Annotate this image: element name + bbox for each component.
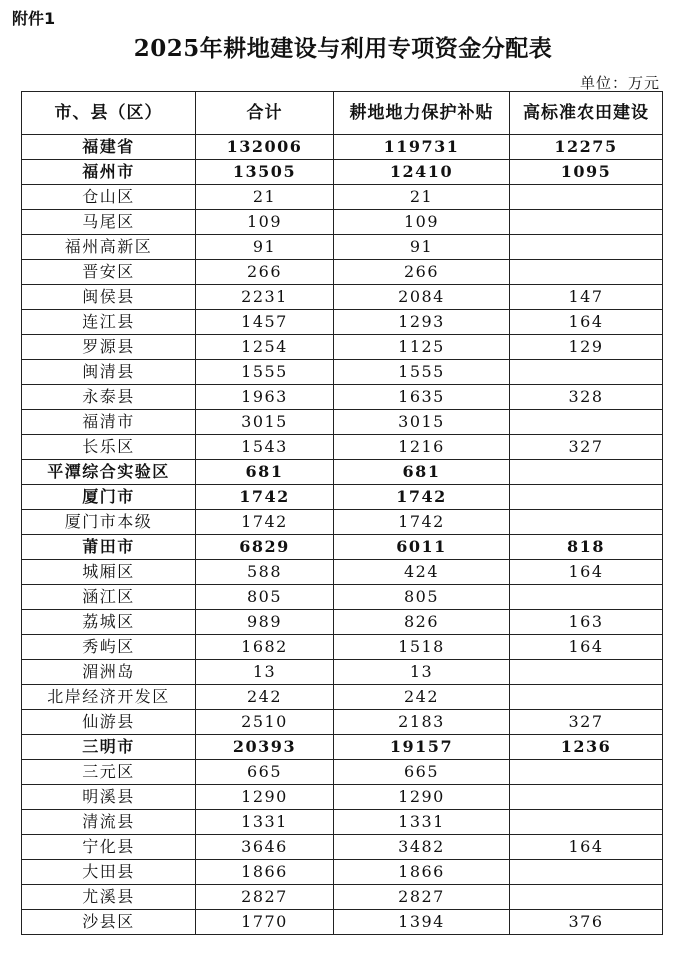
subsidy-cell: 1742 (334, 485, 510, 510)
farmland-cell: 1095 (510, 160, 663, 185)
subsidy-cell: 1555 (334, 360, 510, 385)
farmland-cell (510, 810, 663, 835)
table-row (22, 310, 663, 335)
region-cell: 福清市 (22, 410, 196, 435)
subsidy-cell: 1742 (334, 510, 510, 535)
unit-label: 单位：万元 (579, 74, 660, 92)
table-row (22, 285, 663, 310)
farmland-cell (510, 485, 663, 510)
region-cell: 永泰县 (22, 385, 196, 410)
total-cell: 1742 (196, 510, 334, 535)
farmland-cell (510, 235, 663, 260)
table-row (22, 360, 663, 385)
table-row (22, 260, 663, 285)
region-cell: 城厢区 (22, 560, 196, 585)
region-cell: 明溪县 (22, 785, 196, 810)
table-row (22, 135, 663, 160)
farmland-cell: 147 (510, 285, 663, 310)
table-row (22, 560, 663, 585)
table-row (22, 610, 663, 635)
subsidy-cell: 109 (334, 210, 510, 235)
region-cell: 尤溪县 (22, 885, 196, 910)
header-row (22, 92, 663, 135)
farmland-cell (510, 460, 663, 485)
region-cell: 荔城区 (22, 610, 196, 635)
table-row (22, 860, 663, 885)
subsidy-cell: 1866 (334, 860, 510, 885)
subsidy-cell: 3015 (334, 410, 510, 435)
region-cell: 三明市 (22, 735, 196, 760)
region-cell: 晋安区 (22, 260, 196, 285)
region-cell: 涵江区 (22, 585, 196, 610)
table-row (22, 685, 663, 710)
subsidy-cell: 2827 (334, 885, 510, 910)
subsidy-cell: 266 (334, 260, 510, 285)
region-cell: 厦门市本级 (22, 510, 196, 535)
farmland-cell (510, 760, 663, 785)
farmland-cell: 376 (510, 910, 663, 935)
total-cell: 665 (196, 760, 334, 785)
total-cell: 3015 (196, 410, 334, 435)
farmland-cell: 12275 (510, 135, 663, 160)
table-body (22, 135, 663, 935)
header-subsidy: 耕地地力保护补贴 (334, 92, 510, 135)
subsidy-cell: 424 (334, 560, 510, 585)
farmland-cell: 163 (510, 610, 663, 635)
allocation-table (21, 91, 663, 935)
table-row (22, 810, 663, 835)
table-row (22, 635, 663, 660)
total-cell: 1555 (196, 360, 334, 385)
region-cell: 大田县 (22, 860, 196, 885)
total-cell: 1543 (196, 435, 334, 460)
total-cell: 20393 (196, 735, 334, 760)
table-header (22, 92, 663, 135)
subsidy-cell: 681 (334, 460, 510, 485)
region-cell: 北岸经济开发区 (22, 685, 196, 710)
region-cell: 清流县 (22, 810, 196, 835)
total-cell: 21 (196, 185, 334, 210)
table-row (22, 485, 663, 510)
total-cell: 109 (196, 210, 334, 235)
farmland-cell (510, 260, 663, 285)
table-row (22, 710, 663, 735)
subsidy-cell: 1216 (334, 435, 510, 460)
table-row (22, 210, 663, 235)
total-cell: 1866 (196, 860, 334, 885)
farmland-cell (510, 510, 663, 535)
total-cell: 132006 (196, 135, 334, 160)
subsidy-cell: 1290 (334, 785, 510, 810)
table-row (22, 760, 663, 785)
total-cell: 91 (196, 235, 334, 260)
total-cell: 1742 (196, 485, 334, 510)
region-cell: 厦门市 (22, 485, 196, 510)
subsidy-cell: 3482 (334, 835, 510, 860)
total-cell: 2510 (196, 710, 334, 735)
subsidy-cell: 91 (334, 235, 510, 260)
farmland-cell: 164 (510, 560, 663, 585)
farmland-cell (510, 660, 663, 685)
table-row (22, 735, 663, 760)
farmland-cell (510, 885, 663, 910)
total-cell: 1457 (196, 310, 334, 335)
region-cell: 福建省 (22, 135, 196, 160)
region-cell: 福州高新区 (22, 235, 196, 260)
subsidy-cell: 2084 (334, 285, 510, 310)
farmland-cell: 328 (510, 385, 663, 410)
region-cell: 三元区 (22, 760, 196, 785)
farmland-cell (510, 360, 663, 385)
table-row (22, 585, 663, 610)
subsidy-cell: 2183 (334, 710, 510, 735)
subsidy-cell: 1125 (334, 335, 510, 360)
region-cell: 仙游县 (22, 710, 196, 735)
subsidy-cell: 1293 (334, 310, 510, 335)
total-cell: 1290 (196, 785, 334, 810)
table-row (22, 385, 663, 410)
farmland-cell (510, 860, 663, 885)
region-cell: 闽侯县 (22, 285, 196, 310)
table-row (22, 835, 663, 860)
table-row (22, 885, 663, 910)
region-cell: 宁化县 (22, 835, 196, 860)
table-row (22, 160, 663, 185)
subsidy-cell: 805 (334, 585, 510, 610)
farmland-cell (510, 785, 663, 810)
total-cell: 266 (196, 260, 334, 285)
total-cell: 6829 (196, 535, 334, 560)
subsidy-cell: 119731 (334, 135, 510, 160)
farmland-cell: 327 (510, 710, 663, 735)
table-row (22, 185, 663, 210)
farmland-cell (510, 685, 663, 710)
subsidy-cell: 1635 (334, 385, 510, 410)
table-row (22, 785, 663, 810)
total-cell: 805 (196, 585, 334, 610)
farmland-cell (510, 210, 663, 235)
subsidy-cell: 1518 (334, 635, 510, 660)
table-row (22, 335, 663, 360)
total-cell: 2231 (196, 285, 334, 310)
total-cell: 242 (196, 685, 334, 710)
table-row (22, 910, 663, 935)
farmland-cell: 164 (510, 635, 663, 660)
total-cell: 989 (196, 610, 334, 635)
region-cell: 闽清县 (22, 360, 196, 385)
region-cell: 福州市 (22, 160, 196, 185)
subsidy-cell: 242 (334, 685, 510, 710)
subsidy-cell: 1394 (334, 910, 510, 935)
total-cell: 1963 (196, 385, 334, 410)
table-row (22, 235, 663, 260)
region-cell: 秀屿区 (22, 635, 196, 660)
total-cell: 1254 (196, 335, 334, 360)
total-cell: 13 (196, 660, 334, 685)
subsidy-cell: 19157 (334, 735, 510, 760)
farmland-cell: 818 (510, 535, 663, 560)
region-cell: 马尾区 (22, 210, 196, 235)
total-cell: 1770 (196, 910, 334, 935)
table-row (22, 510, 663, 535)
header-farmland: 高标准农田建设 (510, 92, 663, 135)
subsidy-cell: 13 (334, 660, 510, 685)
farmland-cell: 164 (510, 310, 663, 335)
total-cell: 1331 (196, 810, 334, 835)
subsidy-cell: 21 (334, 185, 510, 210)
region-cell: 莆田市 (22, 535, 196, 560)
table-row (22, 535, 663, 560)
total-cell: 588 (196, 560, 334, 585)
region-cell: 沙县区 (22, 910, 196, 935)
subsidy-cell: 665 (334, 760, 510, 785)
table-row (22, 460, 663, 485)
header-total: 合计 (196, 92, 334, 135)
farmland-cell: 129 (510, 335, 663, 360)
subsidy-cell: 826 (334, 610, 510, 635)
subsidy-cell: 12410 (334, 160, 510, 185)
table-row (22, 660, 663, 685)
region-cell: 罗源县 (22, 335, 196, 360)
region-cell: 长乐区 (22, 435, 196, 460)
farmland-cell: 327 (510, 435, 663, 460)
attachment-label: 附件1 (12, 9, 56, 28)
total-cell: 1682 (196, 635, 334, 660)
total-cell: 681 (196, 460, 334, 485)
region-cell: 湄洲岛 (22, 660, 196, 685)
page-title: 2025年耕地建设与利用专项资金分配表 (133, 35, 553, 62)
farmland-cell (510, 585, 663, 610)
total-cell: 13505 (196, 160, 334, 185)
farmland-cell: 164 (510, 835, 663, 860)
farmland-cell (510, 410, 663, 435)
table-row (22, 435, 663, 460)
region-cell: 平潭综合实验区 (22, 460, 196, 485)
table-row (22, 410, 663, 435)
region-cell: 仓山区 (22, 185, 196, 210)
subsidy-cell: 6011 (334, 535, 510, 560)
total-cell: 3646 (196, 835, 334, 860)
region-cell: 连江县 (22, 310, 196, 335)
farmland-cell (510, 185, 663, 210)
subsidy-cell: 1331 (334, 810, 510, 835)
header-region: 市、县（区） (22, 92, 196, 135)
total-cell: 2827 (196, 885, 334, 910)
farmland-cell: 1236 (510, 735, 663, 760)
